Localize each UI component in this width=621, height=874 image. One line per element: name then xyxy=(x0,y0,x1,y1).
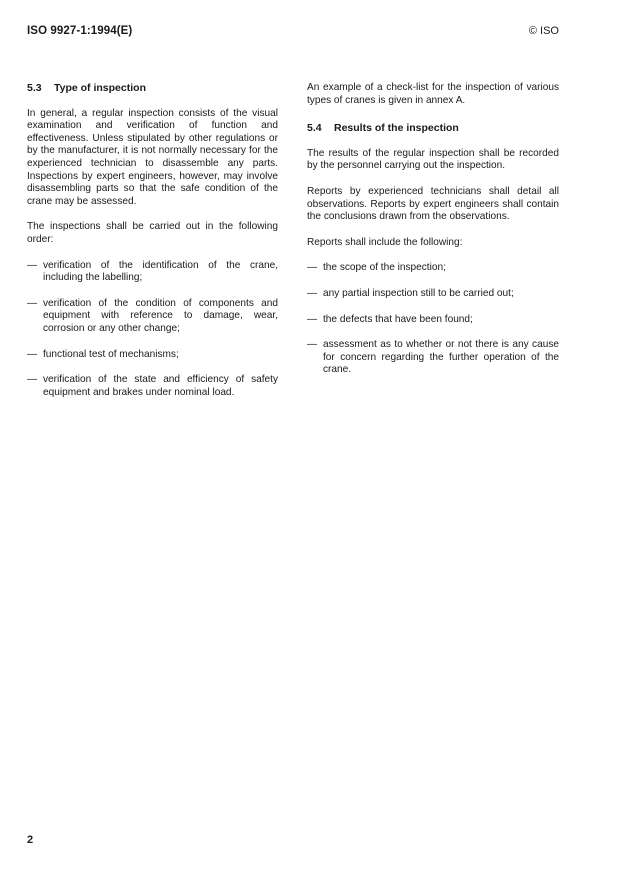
document-identifier: ISO 9927-1:1994(E) xyxy=(27,25,133,37)
list-dash: — xyxy=(27,297,38,309)
list-item-text: functional test of mechanisms; xyxy=(43,348,179,360)
list-item xyxy=(307,314,559,327)
list-item-text: verification of the state and efficiency of safety equipment and brakes under nominal load. xyxy=(43,374,278,398)
list-dash: — xyxy=(27,259,38,271)
list-item xyxy=(27,349,278,362)
list-item-text: assessment as to whether or not there is any cause for concern regarding the further operation of the crane. xyxy=(323,339,559,376)
paragraph: Reports shall include the following: xyxy=(307,236,463,248)
inspection-order-list xyxy=(27,260,278,400)
section-title: Type of inspection xyxy=(54,82,146,94)
list-item-text: verification of the condition of components and equipment with reference to damage, wear, corrosion or any other change; xyxy=(43,297,278,334)
list-dash: — xyxy=(307,313,318,325)
section-5-3-heading xyxy=(27,82,278,95)
list-item xyxy=(307,288,559,301)
list-item xyxy=(27,374,278,399)
paragraph: In general, a regular inspection consists of the visual examination and verification of function and effectiveness. Unless stipulated by other regulations or by the manufacturer, it is not normally necessary for the experienced technician to disassemble any parts. Inspections by expert engineers, however, may involve disassembling parts so that the safe condition of the crane may be assessed. xyxy=(27,107,278,207)
list-dash: — xyxy=(307,339,318,351)
list-dash: — xyxy=(307,262,318,274)
paragraph: Reports by experienced technicians shall detail all observations. Reports by expert engineers shall contain the conclusions drawn from the observations. xyxy=(307,185,559,223)
paragraph: The inspections shall be carried out in the following order: xyxy=(27,221,278,245)
paragraph: An example of a check-list for the inspection of various types of cranes is given in annex A. xyxy=(307,82,559,106)
list-dash: — xyxy=(27,348,38,360)
section-number: 5.4 xyxy=(307,122,322,135)
section-title: Results of the inspection xyxy=(334,122,459,135)
report-contents-list xyxy=(307,262,559,377)
list-item xyxy=(27,260,278,285)
paragraph: The results of the regular inspection shall be recorded by the personnel carrying out the inspection. xyxy=(307,147,559,172)
copyright-notice: © ISO xyxy=(528,25,559,37)
list-item xyxy=(307,339,559,377)
list-item-text: the scope of the inspection; xyxy=(323,262,446,274)
left-column xyxy=(27,82,278,412)
right-column xyxy=(307,82,559,390)
section-number: 5.3 xyxy=(27,82,42,94)
list-dash: — xyxy=(27,374,38,386)
list-item xyxy=(27,298,278,336)
list-item xyxy=(307,262,559,275)
page-number: 2 xyxy=(27,834,34,846)
list-item-text: verification of the identification of the crane, including the labelling; xyxy=(43,259,278,284)
list-item-text: any partial inspection still to be carried out; xyxy=(323,287,514,299)
list-dash: — xyxy=(307,287,318,299)
list-item-text: the defects that have been found; xyxy=(323,313,473,325)
section-5-4-heading xyxy=(307,122,559,135)
